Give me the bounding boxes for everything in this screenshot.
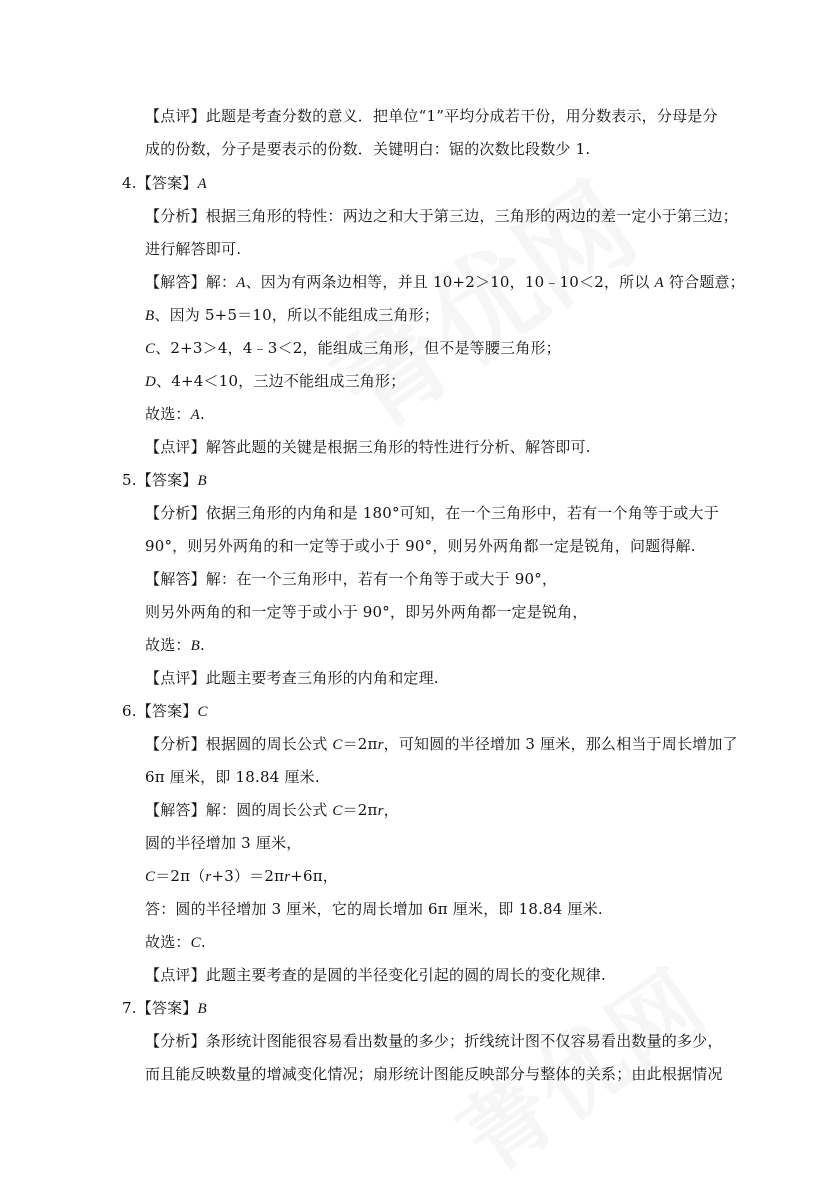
text-line: 而且能反映数量的增减变化情况；扇形统计图能反映部分与整体的关系；由此根据情况 xyxy=(145,1065,723,1083)
text-line: 故选：C. xyxy=(145,933,206,951)
answer-heading: 5.【答案】B xyxy=(122,471,207,489)
text-line: 故选：B. xyxy=(145,636,205,654)
text-line: 90°，则另外两角的和一定等于或小于 90°，则另外两角都一定是锐角，问题得解. xyxy=(145,537,696,555)
text-line: 【解答】解：A、因为有两条边相等，并且 10+2＞10，10﹣10＜2，所以 A 符合题意； xyxy=(145,273,745,291)
text-line: 【分析】条形统计图能很容易看出数量的多少；折线统计图不仅容易看出数量的多少， xyxy=(145,1032,723,1050)
text-line: 【解答】解：在一个三角形中，若有一个角等于或大于 90°， xyxy=(145,570,558,588)
text-line: 【分析】根据三角形的特性：两边之和大于第三边，三角形的两边的差一定小于第三边； xyxy=(145,207,738,225)
text-line: 【点评】此题主要考查的是圆的半径变化引起的圆的周长的变化规律. xyxy=(145,966,606,984)
text-line: 则另外两角的和一定等于或小于 90°，即另外两角都一定是锐角， xyxy=(145,603,588,621)
text-line: C、2+3＞4，4﹣3＜2，能组成三角形，但不是等腰三角形； xyxy=(145,339,561,357)
text-line: 成的份数，分子是要表示的份数．关键明白：锯的次数比段数少 1. xyxy=(145,140,591,158)
text-line: 答：圆的半径增加 3 厘米，它的周长增加 6π 厘米，即 18.84 厘米. xyxy=(145,900,603,918)
answer-heading: 4.【答案】A xyxy=(122,174,207,192)
text-line: 故选：A. xyxy=(145,405,205,423)
text-line: 【点评】此题是考查分数的意义．把单位“1”平均分成若干份，用分数表示，分母是分 xyxy=(145,107,718,125)
answer-heading: 6.【答案】C xyxy=(122,702,208,720)
text-line: D、4+4＜10，三边不能组成三角形； xyxy=(145,372,406,390)
answer-heading: 7.【答案】B xyxy=(122,999,207,1017)
text-line: 【分析】依据三角形的内角和是 180°可知，在一个三角形中，若有一个角等于或大于 xyxy=(145,504,719,522)
text-line: 进行解答即可. xyxy=(145,240,242,258)
text-line: 【解答】解：圆的周长公式 C＝2πr， xyxy=(145,801,399,819)
text-line: C＝2π（r+3）＝2πr+6π， xyxy=(145,867,339,885)
text-line: 【分析】根据圆的周长公式 C＝2πr，可知圆的半径增加 3 厘米，那么相当于周长增加了 xyxy=(145,735,738,753)
text-line: 圆的半径增加 3 厘米， xyxy=(145,834,302,852)
text-line: 【点评】此题主要考查三角形的内角和定理. xyxy=(145,669,439,687)
text-line: 【点评】解答此题的关键是根据三角形的特性进行分析、解答即可. xyxy=(145,438,591,456)
watermark xyxy=(300,141,661,460)
text-line: B、因为 5+5＝10，所以不能组成三角形； xyxy=(145,306,440,324)
text-line: 6π 厘米，即 18.84 厘米. xyxy=(145,768,320,786)
